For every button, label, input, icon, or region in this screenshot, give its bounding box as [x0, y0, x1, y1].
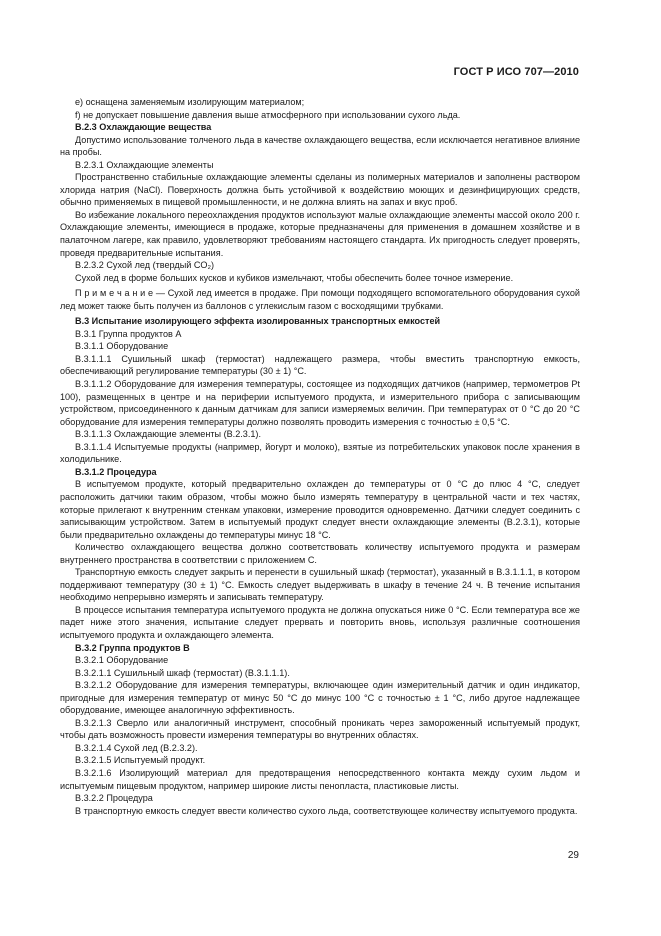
subsection-heading-b231: В.2.3.1 Охлаждающие элементы [75, 159, 214, 170]
section-heading-b3: В.3 Испытание изолирующего эффекта изолированных транспортных емкостей [75, 316, 441, 327]
paragraph: Сухой лед в форме больших кусков и кубиков измельчают, чтобы обеспечить более точное измерение. [75, 272, 514, 283]
paragraph: В.3.1.1.1 Сушильный шкаф (термостат) надлежащего размера, чтобы вместить транспортную емкость, обеспечивающий регулирование температуры (30 ± 1) °С. [60, 353, 580, 377]
paragraph: В.3.1.1.4 Испытуемые продукты (например, йогурт и молоко), взятые из потребительских упаковок после хранения в холодильнике. [60, 441, 580, 465]
paragraph: В испытуемом продукте, который предварительно охлажден до температуры от 0 °С до плюс 4 °С, следует расположить датчики таким образом, чтобы можно было измерять температуру в центральной части и тех частях, которые прилегают к внутренним стенкам упаковки, измерение проводится одновременно. Датчики следует соединить с записывающим устройством. Затем в испытуемый продукт следует внести охлаждающие элементы (В.2.3.1), которые были предварительно охлаждены до температуры минус 18 °С. [60, 479, 580, 540]
subsection-heading-b322: В.3.2.2 Процедура [75, 793, 153, 804]
paragraph: В транспортную емкость следует ввести количество сухого льда, соответствующее количеству испытуемого продукта. [75, 805, 578, 816]
paragraph: В.3.2.1.5 Испытуемый продукт. [75, 755, 206, 766]
paragraph: В.3.2.1.6 Изолирующий материал для предотвращения непосредственного контакта между сухим льдом и испытуемым пищевым продуктом, например широкие листы пенопласта, пластиковые листы. [60, 767, 580, 791]
section-heading-b23: В.2.3 Охлаждающие вещества [75, 122, 212, 133]
paragraph: В.3.2.1.3 Сверло или аналогичный инструмент, способный проникать через замороженный испытуемый продукт, чтобы дать возможность провести измерения температуры во внутренних областях. [60, 717, 580, 741]
paragraph: В процессе испытания температура испытуемого продукта не должна опускаться ниже 0 °С. Если температура все же падет ниже этого значения, испытание следует прервать и повторить вновь, используя различные соотношения испытуемого продукта и охлаждающего элемента. [60, 604, 580, 640]
paragraph: Во избежание локального переохлаждения продуктов используют малые охлаждающие элементы массой около 200 г. Охлаждающие элементы, имеющиеся в продаже, которые предназначены для применения в домашнем хозяйстве и в палаточном лагере, как правило, удовлетворяют требованиям настоящего стандарта. Их пригодность следует проверять, проведя предварительные испытания. [60, 209, 580, 258]
paragraph: Пространственно стабильные охлаждающие элементы сделаны из полимерных материалов и заполнены раствором хлорида натрия (NaCl). Поверхность должна быть устойчивой к воздействию моющих и дезинфицирующих средств, обычно применяемых в пищевой промышленности, и не должна влиять на запах и вкус проб. [60, 172, 580, 208]
paragraph: В.3.1.1.3 Охлаждающие элементы (В.2.3.1). [75, 429, 261, 440]
page-body [60, 96, 580, 817]
subsection-heading-b31: В.3.1 Группа продуктов А [75, 328, 182, 339]
subsection-heading-b312: В.3.1.2 Процедура [75, 466, 157, 477]
page-number: 29 [567, 850, 579, 861]
paragraph: Транспортную емкость следует закрыть и перенести в сушильный шкаф (термостат), указанный в В.3.1.1.1, в котором поддерживают температуру (30 ± 1) °С. Емкость следует выдерживать в шкафу в течение 24 ч. В течение испытания необходимо непрерывно измерять и записывать температуру. [60, 567, 580, 603]
list-item-f: f) не допускает повышение давления выше атмосферного при использовании сухого льда. [75, 109, 461, 120]
paragraph: В.3.2.1.1 Сушильный шкаф (термостат) (В.3.1.1.1). [75, 667, 290, 678]
paragraph: В.3.1.1.2 Оборудование для измерения температуры, состоящее из подходящих датчиков (например, термометров Pt 100), размещенных в центре и на периферии испытуемого продукта, и измерительного прибора с записывающим устройством, присоединенного к данным датчикам для записи измеряемых величин. При температурах от 0 °С до 20 °С оборудование для измерения температуры должно позволять проводить измерения с точностью ± 0,5 °С. [60, 379, 580, 427]
paragraph: Количество охлаждающего вещества должно соответствовать количеству испытуемого продукта и размерам внутреннего пространства в соответствии с приложением С. [60, 542, 580, 565]
subsection-heading-b32: В.3.2 Группа продуктов В [75, 642, 190, 653]
subsection-heading-b311: В.3.1.1 Оборудование [75, 341, 169, 352]
note-paragraph: П р и м е ч а н и е — Сухой лед имеется в продаже. При помощи подходящего вспомогательного оборудования сухой лед может также быть получен из баллонов с углекислым газом с восходящими трубками. [60, 288, 580, 311]
paragraph: В.3.2.1.4 Сухой лед (В.2.3.2). [75, 742, 198, 753]
list-item-e: е) оснащена заменяемым изолирующим материалом; [75, 97, 305, 107]
subsection-heading-b232: В.2.3.2 Сухой лед (твердый CO₂) [75, 260, 215, 271]
document-header: ГОСТ Р ИСО 707—2010 [453, 66, 579, 78]
paragraph: В.3.2.1.2 Оборудование для измерения температуры, включающее один измерительный датчик и один индикатор, пригодные для измерения температур от минус 50 °С до минус 100 °С с точностью ± 1 °С, либо другое надлежащее оборудование, имеющее аналогичную эффективность. [60, 680, 580, 716]
paragraph: Допустимо использование толченого льда в качестве охлаждающего вещества, если исключается негативное влияние на пробы. [60, 134, 580, 158]
subsection-heading-b321: В.3.2.1 Оборудование [75, 655, 169, 666]
